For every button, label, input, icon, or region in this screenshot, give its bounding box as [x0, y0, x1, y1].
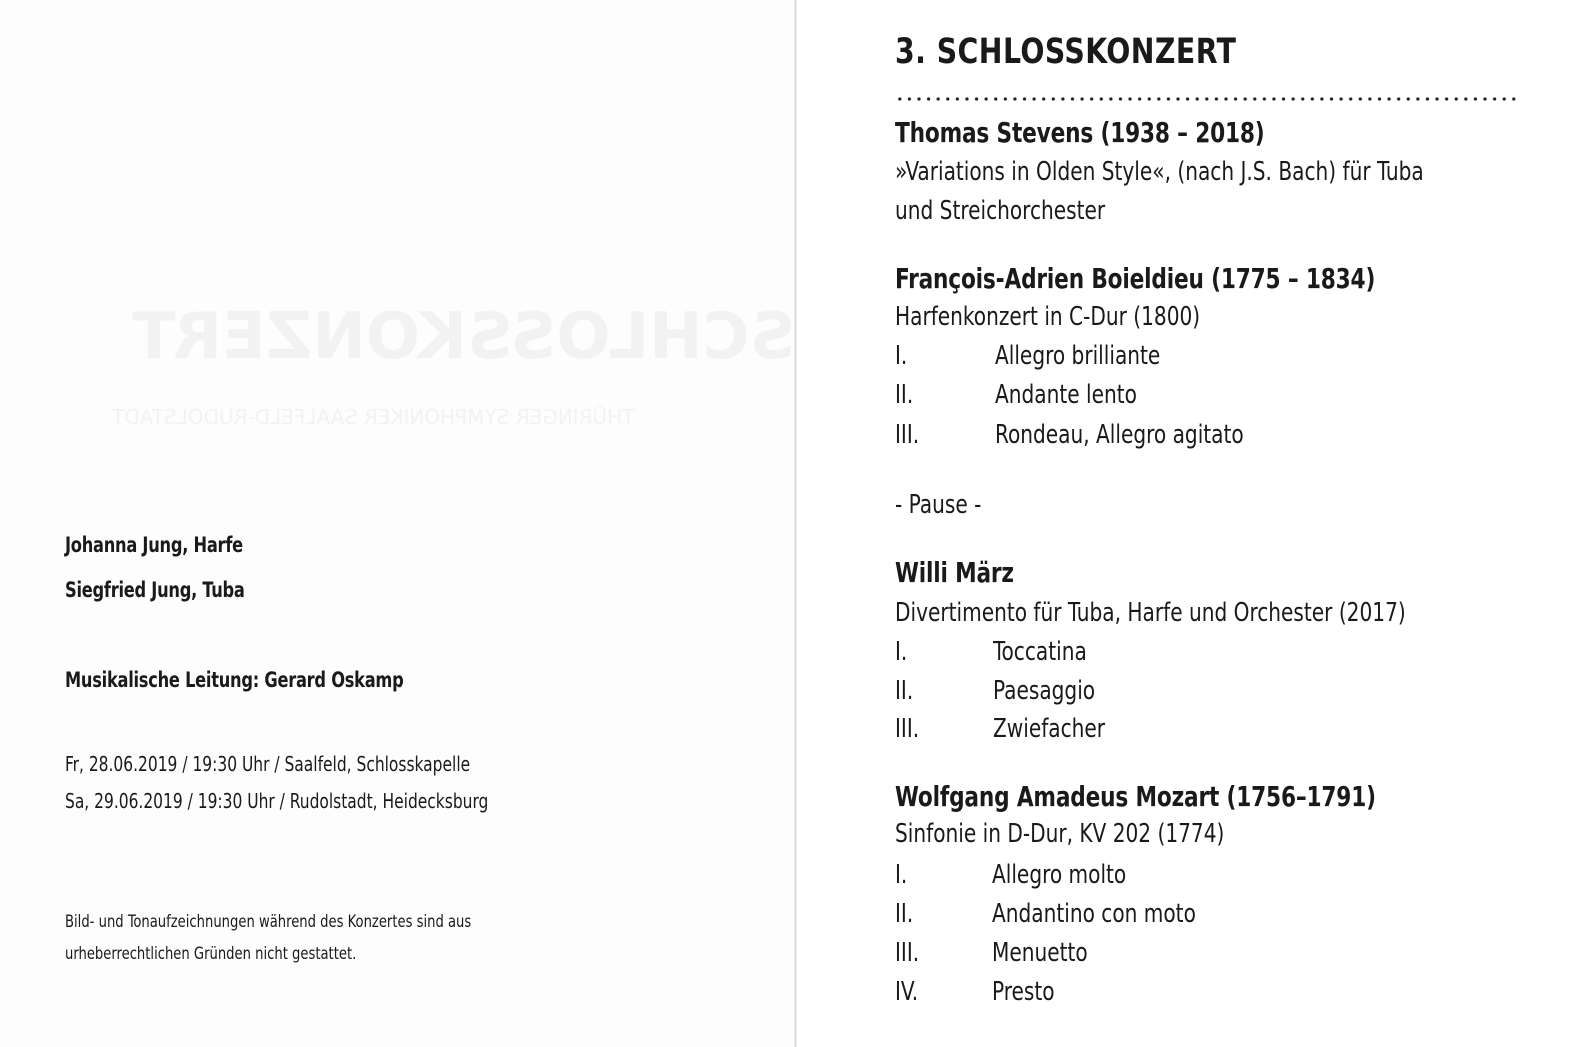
movement-number: I.: [895, 637, 908, 667]
recording-notice-line-2: urheberrechtlichen Gründen nicht gestattet.: [65, 944, 357, 964]
movement-name: Toccatina: [993, 637, 1087, 667]
work-maerz: Divertimento für Tuba, Harfe und Orchester (2017): [895, 598, 1406, 628]
movement-name: Presto: [992, 977, 1055, 1007]
composer-maerz: Willi März: [895, 556, 1014, 589]
show-through-subtitle: [112, 405, 634, 429]
movement-name: Allegro molto: [992, 860, 1127, 890]
movement-name: Andantino con moto: [992, 899, 1196, 929]
movement-number: II.: [895, 676, 914, 706]
work-stevens-line-2: und Streichorchester: [895, 196, 1106, 226]
movement-number: I.: [895, 860, 908, 890]
date-rudolstadt: Sa, 29.06.2019 / 19:30 Uhr / Rudolstadt, Heidecksburg: [65, 789, 489, 813]
performer-harp: Johanna Jung, Harfe: [65, 533, 243, 557]
recording-notice-line-1: Bild- und Tonaufzeichnungen während des Konzertes sind aus: [65, 912, 472, 932]
musical-direction: Musikalische Leitung: Gerard Oskamp: [65, 668, 404, 692]
movement-number: IV.: [895, 977, 919, 1007]
show-through-title: [132, 300, 796, 374]
composer-boieldieu: François-Adrien Boieldieu (1775 – 1834): [895, 262, 1376, 295]
performer-tuba: Siegfried Jung, Tuba: [65, 578, 245, 602]
composer-mozart: Wolfgang Amadeus Mozart (1756–1791): [895, 780, 1376, 813]
movement-name: Allegro brilliante: [995, 341, 1161, 371]
composer-stevens: Thomas Stevens (1938 – 2018): [895, 116, 1265, 149]
movement-number: III.: [895, 938, 920, 968]
dotted-divider: [895, 95, 1520, 103]
work-stevens-line-1: »Variations in Olden Style«, (nach J.S. Bach) für Tuba: [895, 157, 1424, 187]
concert-title: 3. SCHLOSSKONZERT: [895, 32, 1237, 72]
date-saalfeld: Fr, 28.06.2019 / 19:30 Uhr / Saalfeld, Schlosskapelle: [65, 752, 471, 776]
movement-number: I.: [895, 341, 908, 371]
movement-name: Menuetto: [992, 938, 1088, 968]
work-mozart: Sinfonie in D-Dur, KV 202 (1774): [895, 819, 1225, 849]
intermission: - Pause -: [895, 490, 982, 520]
movement-number: III.: [895, 714, 920, 744]
movement-name: Paesaggio: [993, 676, 1096, 706]
movement-number: II.: [895, 380, 914, 410]
work-boieldieu: Harfenkonzert in C-Dur (1800): [895, 302, 1201, 332]
movement-name: Andante lento: [995, 380, 1137, 410]
movement-name: Zwiefacher: [993, 714, 1106, 744]
movement-number: III.: [895, 420, 920, 450]
movement-number: II.: [895, 899, 914, 929]
movement-name: Rondeau, Allegro agitato: [995, 420, 1244, 450]
